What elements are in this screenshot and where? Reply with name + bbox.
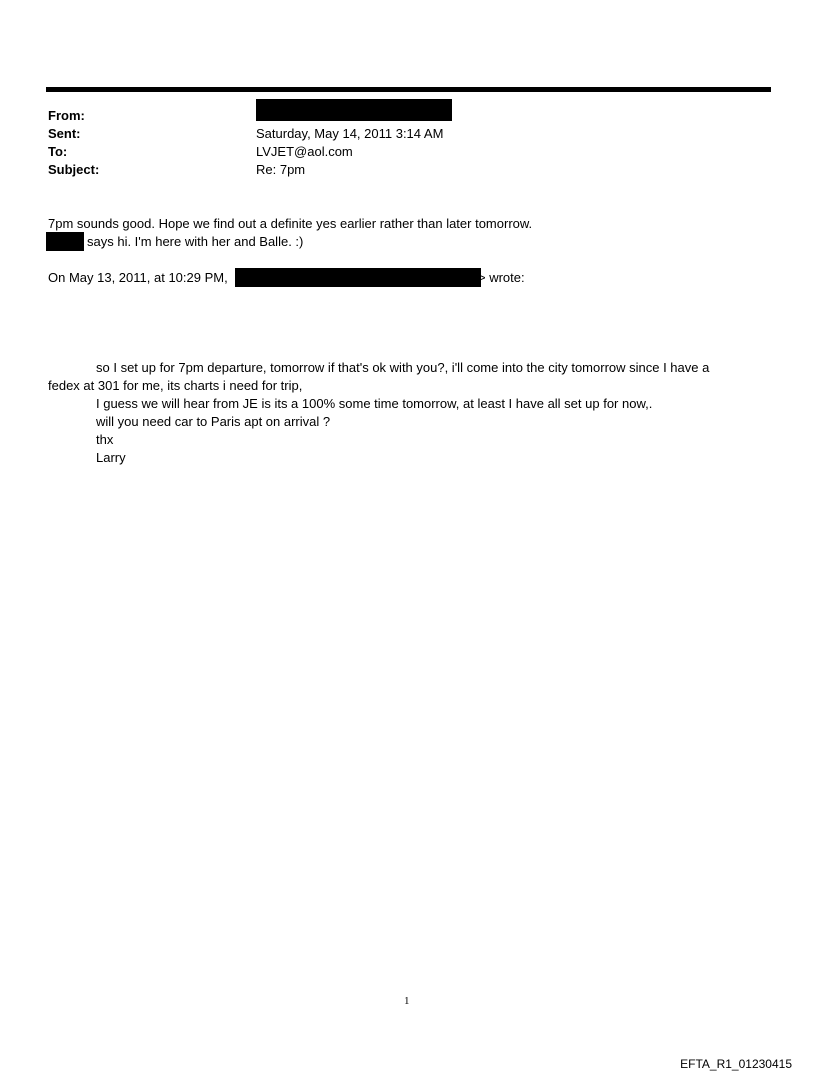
sent-label: Sent: <box>48 126 81 141</box>
to-label: To: <box>48 144 68 159</box>
sent-value: Saturday, May 14, 2011 3:14 AM <box>256 126 444 141</box>
quote-intro-prefix: On May 13, 2011, at 10:29 PM, <box>48 270 228 285</box>
redacted-name <box>46 232 84 251</box>
redacted-sender <box>256 99 452 121</box>
from-label: From: <box>48 108 85 123</box>
redacted-original-sender <box>235 268 481 287</box>
reply-line-1: 7pm sounds good. Hope we find out a definite yes earlier rather than later tomorrow. <box>48 216 533 231</box>
quoted-line-6: Larry <box>96 450 126 465</box>
quoted-line-5: thx <box>96 432 114 447</box>
quote-intro-suffix: > wrote: <box>478 270 525 285</box>
reply-line-2: says hi. I'm here with her and Balle. :) <box>87 234 304 249</box>
page-number: 1 <box>404 995 410 1007</box>
quoted-line-2: fedex at 301 for me, its charts i need for trip, <box>48 378 303 393</box>
header-rule <box>46 87 771 92</box>
quoted-line-1: so I set up for 7pm departure, tomorrow if that's ok with you?, i'll come into the city tomorrow since I have a <box>96 360 710 375</box>
to-value: LVJET@aol.com <box>256 144 353 159</box>
quoted-line-3: I guess we will hear from JE is its a 100% some time tomorrow, at least I have all set up for now,. <box>96 396 653 411</box>
bates-number: EFTA_R1_01230415 <box>680 1057 792 1071</box>
quoted-line-4: will you need car to Paris apt on arrival ? <box>96 414 331 429</box>
subject-label: Subject: <box>48 162 100 177</box>
subject-value: Re: 7pm <box>256 162 306 177</box>
